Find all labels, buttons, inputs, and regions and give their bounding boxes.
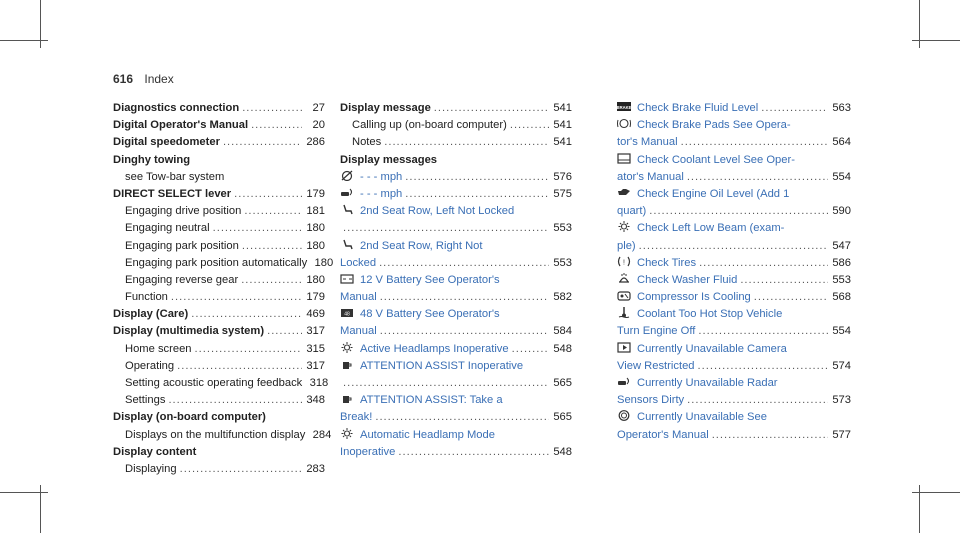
dot-leader <box>180 461 302 478</box>
message-label: 2nd Seat Row, Right Not <box>360 239 483 252</box>
index-entry <box>617 169 851 186</box>
page-ref[interactable]: 563 <box>832 102 851 114</box>
index-entry <box>617 272 851 289</box>
dot-leader <box>384 134 549 151</box>
message-text <box>340 341 509 358</box>
message-text <box>617 409 767 426</box>
index-column-3 <box>617 100 851 444</box>
index-entry <box>113 461 325 478</box>
dot-leader <box>698 323 828 340</box>
entry-text: see Tow-bar system <box>125 170 225 183</box>
page-ref[interactable]: 286 <box>306 136 325 149</box>
dot-leader <box>761 100 828 117</box>
entry-text: Function <box>125 291 168 304</box>
message-label: Active Headlamps Inoperative <box>360 342 509 355</box>
message-text <box>617 100 758 117</box>
dot-leader <box>754 289 828 306</box>
car-radar-icon <box>340 187 354 198</box>
page-ref[interactable]: 582 <box>553 291 572 304</box>
entry-heading: Display message <box>340 102 431 114</box>
entry-heading: DIRECT SELECT lever <box>113 187 232 200</box>
index-entry <box>113 323 325 340</box>
index-entry <box>617 238 851 255</box>
page-ref[interactable]: 318 <box>309 377 329 389</box>
index-entry <box>113 409 325 426</box>
message-text <box>340 169 402 186</box>
dot-leader <box>267 323 302 340</box>
dot-leader <box>375 409 549 426</box>
entry-text: Displaying <box>125 462 177 475</box>
index-entry <box>113 238 325 255</box>
entry-text: Engaging park position <box>125 239 239 252</box>
index-entry <box>113 203 325 220</box>
index-entry <box>340 289 572 306</box>
page-ref[interactable]: 576 <box>553 170 572 183</box>
entry-text: Operator's Manual <box>617 428 709 441</box>
index-entry <box>113 341 325 358</box>
index-entry <box>340 444 572 461</box>
battery-48v-icon <box>340 307 354 318</box>
index-entry <box>617 375 851 392</box>
section-title: Index <box>144 72 174 86</box>
dot-leader <box>234 186 302 203</box>
dot-leader <box>191 306 302 323</box>
svg-text:48: 48 <box>344 311 350 318</box>
message-label: Compressor Is Cooling <box>637 291 751 304</box>
entry-text: Break! <box>340 411 373 424</box>
page-ref[interactable]: 541 <box>553 119 572 132</box>
entry-heading: Display messages <box>340 153 438 166</box>
message-text <box>617 306 782 323</box>
message-label: Check Left Low Beam (exam- <box>637 222 785 235</box>
dot-leader <box>379 255 549 272</box>
message-text <box>340 203 514 220</box>
entry-text: Home screen <box>125 342 192 355</box>
entry-text: Notes <box>352 136 382 149</box>
dot-leader <box>512 341 549 358</box>
message-text <box>340 186 402 203</box>
index-entry <box>617 100 851 117</box>
index-entry <box>340 409 572 426</box>
oil-can-icon <box>617 187 631 198</box>
dot-leader <box>740 272 828 289</box>
dot-leader <box>434 100 549 117</box>
index-entry <box>340 272 572 289</box>
index-entry <box>340 117 572 134</box>
index-entry <box>113 427 332 444</box>
index-entry <box>340 238 572 255</box>
message-text <box>617 186 789 203</box>
message-label: Currently Unavailable Radar <box>637 377 778 389</box>
dot-leader <box>241 272 302 289</box>
message-label: Check Tires <box>637 256 697 269</box>
index-entry <box>340 375 572 392</box>
message-text <box>617 341 787 358</box>
entry-heading: Diagnostics connection <box>113 102 240 114</box>
dot-leader <box>639 238 828 255</box>
page-ref[interactable]: 554 <box>832 325 851 338</box>
index-entry <box>340 427 572 444</box>
camera-icon <box>617 342 631 353</box>
entry-text: Engaging reverse gear <box>125 273 239 286</box>
dot-leader <box>380 323 549 340</box>
index-entry <box>617 427 851 444</box>
page-ref[interactable]: 180 <box>306 273 325 286</box>
message-text <box>340 306 500 323</box>
index-entry <box>340 323 572 340</box>
page-ref[interactable]: 317 <box>306 325 325 338</box>
index-entry <box>113 306 325 323</box>
entry-text: Engaging drive position <box>125 205 242 218</box>
entry-text: Turn Engine Off <box>617 325 696 338</box>
entry-heading: Display (on-board computer) <box>113 411 266 424</box>
index-entry <box>340 220 572 237</box>
speedometer-crossed-icon <box>340 170 354 181</box>
entry-text: Engaging neutral <box>125 222 210 235</box>
index-entry <box>113 169 325 186</box>
page-ref[interactable]: 283 <box>306 462 325 475</box>
page-ref[interactable]: 564 <box>832 136 851 149</box>
entry-heading: Digital Operator's Manual <box>113 119 249 132</box>
message-label: ATTENTION ASSIST: Take a <box>360 394 503 407</box>
index-entry <box>113 152 325 169</box>
page-ref[interactable]: 317 <box>306 359 325 372</box>
coolant-icon <box>617 153 631 164</box>
message-label: 12 V Battery See Operator's <box>360 273 500 286</box>
car-radar-icon <box>617 376 631 387</box>
entry-text: Manual <box>340 325 377 338</box>
dot-leader <box>398 444 549 461</box>
entry-text: View Restricted <box>617 359 695 372</box>
dot-leader <box>177 358 302 375</box>
page-ref[interactable]: 568 <box>832 291 851 304</box>
entry-text: Displays on the multifunction display <box>125 428 306 441</box>
page-ref[interactable]: 577 <box>832 428 851 441</box>
message-text <box>617 289 751 306</box>
entry-text: Operating <box>125 359 175 372</box>
index-entry <box>340 169 572 186</box>
seat-icon <box>340 239 354 250</box>
message-label: Check Engine Oil Level (Add 1 <box>637 187 790 200</box>
dot-leader <box>687 392 828 409</box>
headlamp-icon <box>340 428 354 439</box>
message-label: - - - mph <box>360 170 403 183</box>
entry-heading: Display (multimedia system) <box>113 325 265 338</box>
index-entry <box>113 272 325 289</box>
dot-leader <box>242 100 302 117</box>
message-text <box>617 117 791 134</box>
svg-text:!: ! <box>623 259 625 267</box>
page-ref[interactable]: 180 <box>314 256 334 269</box>
page-ref[interactable]: 565 <box>553 377 572 389</box>
dot-leader <box>510 117 549 134</box>
index-entry <box>617 341 851 358</box>
index-entry <box>340 186 572 203</box>
message-text <box>340 238 483 255</box>
message-label: Currently Unavailable Camera <box>637 342 787 355</box>
brake-pads-icon <box>617 118 631 129</box>
dot-leader <box>242 238 302 255</box>
page-ref[interactable]: 586 <box>832 256 851 269</box>
index-entry <box>617 409 851 426</box>
page-ref[interactable]: 20 <box>312 119 325 132</box>
index-entry <box>113 444 325 461</box>
index-entry <box>113 100 325 117</box>
index-entry <box>340 306 572 323</box>
index-entry <box>113 186 325 203</box>
index-entry <box>113 117 325 134</box>
message-text <box>617 375 778 392</box>
index-entry <box>113 255 334 272</box>
page-ref[interactable]: 541 <box>553 136 572 149</box>
index-entry <box>340 255 572 272</box>
compressor-icon <box>617 290 631 301</box>
index-entry <box>113 220 325 237</box>
svg-text:BRAKE: BRAKE <box>617 104 631 110</box>
index-entry <box>340 392 572 409</box>
message-text <box>617 255 696 272</box>
index-entry <box>113 358 325 375</box>
message-label: Check Washer Fluid <box>637 273 738 286</box>
entry-text: Engaging park position automatically <box>125 256 308 269</box>
entry-heading: Digital speedometer <box>113 136 220 149</box>
page-ref[interactable]: 553 <box>553 222 572 235</box>
dot-leader <box>687 169 828 186</box>
dot-leader <box>649 203 828 220</box>
dot-leader <box>405 169 549 186</box>
dot-leader <box>343 375 549 392</box>
message-label: Coolant Too Hot Stop Vehicle <box>637 308 783 321</box>
message-text <box>340 272 500 289</box>
message-text <box>340 392 503 409</box>
page-ref[interactable]: 584 <box>553 325 572 338</box>
page-ref[interactable]: 27 <box>312 102 325 114</box>
index-entry <box>617 306 851 323</box>
index-entry <box>340 152 572 169</box>
page-ref[interactable]: 573 <box>832 394 851 407</box>
page-ref[interactable]: 565 <box>553 411 572 424</box>
crop-mark <box>912 492 960 493</box>
dot-leader <box>195 341 302 358</box>
entry-text: Calling up (on-board computer) <box>352 119 507 132</box>
index-entry <box>617 392 851 409</box>
message-label: Automatic Headlamp Mode <box>360 428 495 441</box>
message-text <box>617 220 784 237</box>
index-entry <box>340 134 572 151</box>
entry-text: quart) <box>617 205 647 218</box>
message-label: Check Brake Pads See Opera- <box>637 119 791 132</box>
index-entry <box>617 220 851 237</box>
entry-text: ple) <box>617 239 636 252</box>
page-ref[interactable]: 315 <box>306 342 325 355</box>
page-ref[interactable]: 547 <box>832 239 851 252</box>
index-column-1 <box>113 100 334 478</box>
thermometer-icon <box>617 307 631 318</box>
dot-leader <box>168 392 302 409</box>
message-text <box>340 427 495 444</box>
entry-text: Manual <box>340 291 377 304</box>
index-entry <box>113 134 325 151</box>
entry-text: Setting acoustic operating feedback <box>125 377 303 389</box>
index-entry <box>113 289 325 306</box>
entry-heading: Display (Care) <box>113 308 189 321</box>
dot-leader <box>681 134 828 151</box>
message-label: 2nd Seat Row, Left Not Locked <box>360 205 515 218</box>
entry-text: Settings <box>125 394 166 407</box>
page-ref[interactable]: 181 <box>306 205 325 218</box>
dot-leader <box>699 255 828 272</box>
message-label: Check Brake Fluid Level <box>637 102 759 114</box>
crop-mark <box>0 492 48 493</box>
page-ref[interactable]: 180 <box>306 222 325 235</box>
entry-heading: Display content <box>113 445 197 458</box>
index-column-2 <box>340 100 572 461</box>
page-ref[interactable]: 179 <box>306 291 325 304</box>
page-ref[interactable]: 575 <box>553 187 572 200</box>
index-entry <box>617 323 851 340</box>
page-ref[interactable]: 541 <box>553 102 572 114</box>
coffee-cup-icon <box>340 393 354 404</box>
dot-leader <box>251 117 302 134</box>
dot-leader <box>223 134 302 151</box>
dot-leader <box>244 203 302 220</box>
message-text <box>617 152 795 169</box>
page-ref[interactable]: 180 <box>306 239 325 252</box>
entry-text: tor's Manual <box>617 136 678 149</box>
battery-icon <box>340 273 354 284</box>
index-entry <box>340 100 572 117</box>
message-label: - - - mph <box>360 187 403 200</box>
washer-fluid-icon <box>617 273 631 284</box>
page-ref[interactable]: 553 <box>832 273 851 286</box>
index-entry <box>617 117 851 134</box>
index-entry <box>340 341 572 358</box>
page-ref[interactable]: 348 <box>306 394 325 407</box>
coffee-cup-icon <box>340 359 354 370</box>
dot-leader <box>405 186 549 203</box>
page-ref[interactable]: 179 <box>306 187 325 200</box>
entry-text: Sensors Dirty <box>617 394 685 407</box>
index-entry <box>617 289 851 306</box>
index-entry <box>617 255 851 272</box>
message-text <box>340 358 523 375</box>
index-entry <box>340 203 572 220</box>
page-header <box>113 72 174 86</box>
index-entry <box>617 358 851 375</box>
dot-leader <box>380 289 549 306</box>
entry-text: Inoperative <box>340 445 396 458</box>
message-label: Currently Unavailable See <box>637 411 767 424</box>
index-entry <box>617 203 851 220</box>
tire-icon <box>617 256 631 267</box>
entry-text: ator's Manual <box>617 170 684 183</box>
dot-leader <box>213 220 302 237</box>
page-ref[interactable]: 553 <box>553 256 572 269</box>
page-number: 616 <box>113 72 134 86</box>
dot-leader <box>171 289 302 306</box>
page-ref[interactable]: 548 <box>553 342 572 355</box>
message-label: 48 V Battery See Operator's <box>360 308 500 321</box>
seat-icon <box>340 204 354 215</box>
steering-icon <box>617 410 631 421</box>
entry-heading: Dinghy towing <box>113 153 191 166</box>
index-entry <box>113 375 329 392</box>
index-entry <box>617 186 851 203</box>
index-entry <box>617 152 851 169</box>
page-ref[interactable]: 554 <box>832 170 851 183</box>
page-ref[interactable]: 590 <box>832 205 851 218</box>
page-ref[interactable]: 284 <box>312 428 332 441</box>
message-label: ATTENTION ASSIST Inoperative <box>360 359 524 372</box>
index-entry <box>340 358 572 375</box>
index-entry <box>113 392 325 409</box>
headlamp-icon <box>340 342 354 353</box>
crop-mark <box>912 40 960 41</box>
page-ref[interactable]: 574 <box>832 359 851 372</box>
headlamp-icon <box>617 221 631 232</box>
message-label: Check Coolant Level See Oper- <box>637 153 795 166</box>
crop-mark <box>0 40 48 41</box>
entry-text: Locked <box>340 256 377 269</box>
page-ref[interactable]: 548 <box>553 445 572 458</box>
dot-leader <box>698 358 828 375</box>
brake-icon <box>617 101 631 112</box>
page-ref[interactable]: 469 <box>306 308 325 321</box>
dot-leader <box>712 427 828 444</box>
dot-leader <box>343 220 549 237</box>
message-text <box>617 272 737 289</box>
index-entry <box>617 134 851 151</box>
